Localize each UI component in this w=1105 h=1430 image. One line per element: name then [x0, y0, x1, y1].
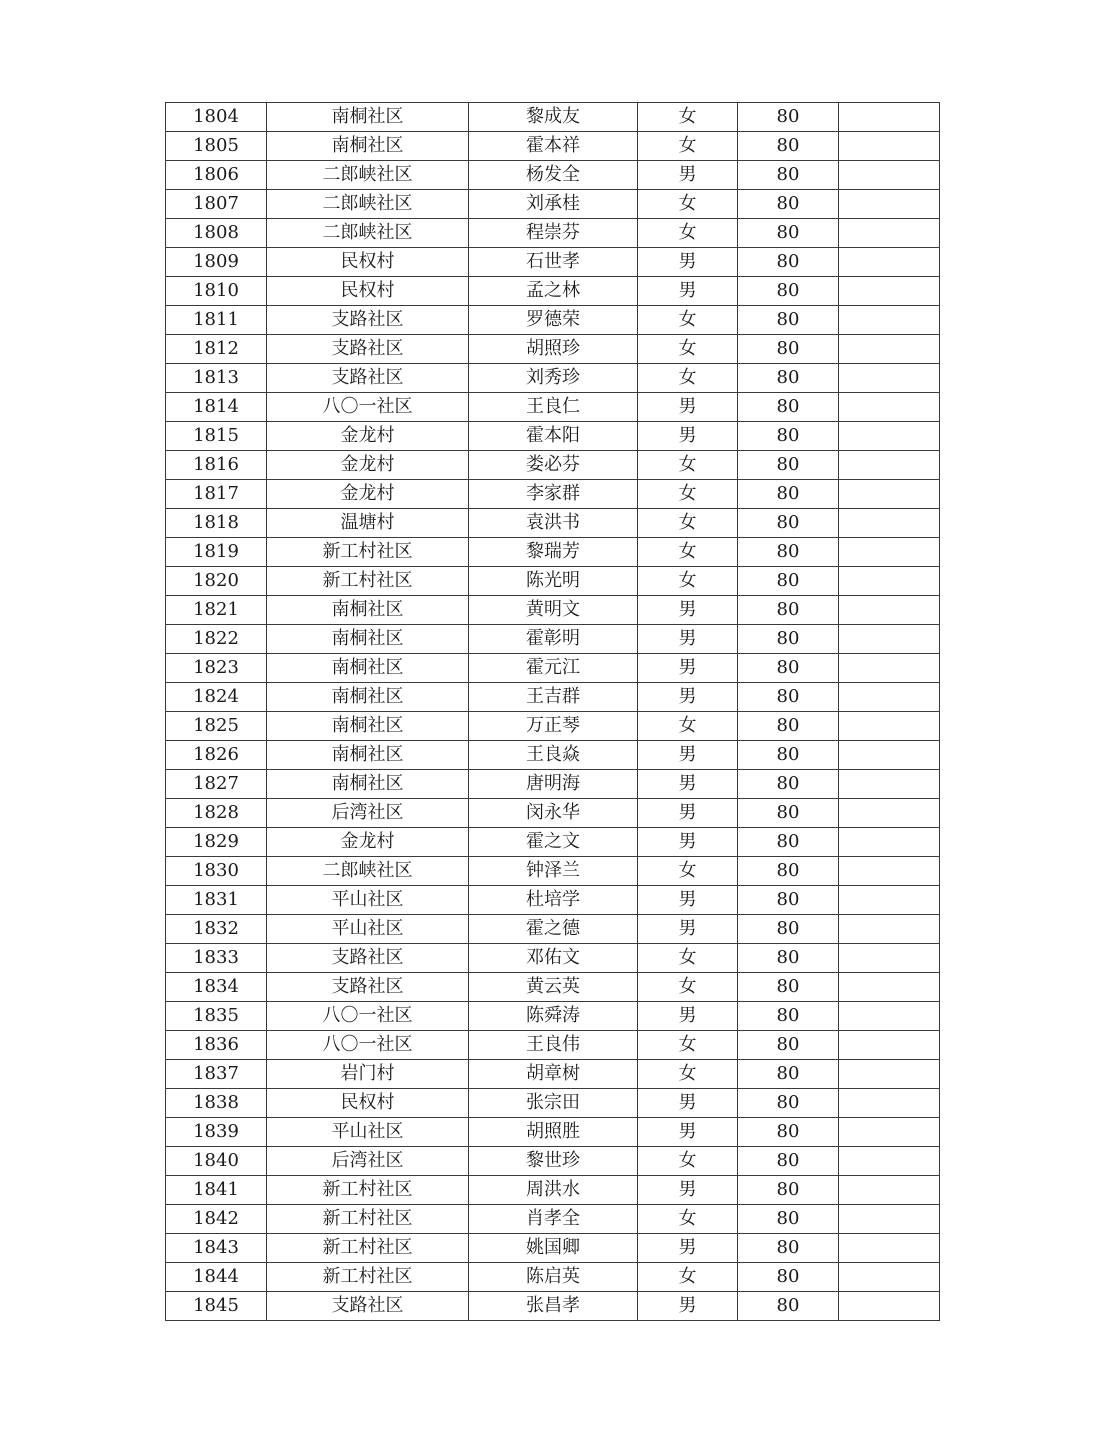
gender-cell: 女: [638, 132, 738, 161]
community-cell: 支路社区: [267, 973, 469, 1002]
note-cell: [839, 161, 940, 190]
row-number-cell: 1845: [166, 1292, 267, 1321]
table-row: [166, 828, 940, 857]
note-cell: [839, 1176, 940, 1205]
gender-cell: 女: [638, 219, 738, 248]
gender-cell: 女: [638, 509, 738, 538]
community-cell: 支路社区: [267, 1292, 469, 1321]
table-row: [166, 799, 940, 828]
table-row: [166, 248, 940, 277]
table-row: [166, 741, 940, 770]
gender-cell: 女: [638, 306, 738, 335]
community-cell: 八〇一社区: [267, 393, 469, 422]
row-number-cell: 1821: [166, 596, 267, 625]
community-cell: 南桐社区: [267, 683, 469, 712]
community-cell: 新工村社区: [267, 1205, 469, 1234]
note-cell: [839, 480, 940, 509]
community-cell: 温塘村: [267, 509, 469, 538]
age-cell: 80: [738, 1002, 839, 1031]
name-cell: 罗德荣: [469, 306, 638, 335]
gender-cell: 男: [638, 596, 738, 625]
name-cell: 万正琴: [469, 712, 638, 741]
table-row: [166, 1147, 940, 1176]
name-cell: 霍本祥: [469, 132, 638, 161]
table-row: [166, 915, 940, 944]
gender-cell: 男: [638, 683, 738, 712]
row-number-cell: 1808: [166, 219, 267, 248]
name-cell: 王良焱: [469, 741, 638, 770]
roster-table-body: [166, 103, 940, 1321]
gender-cell: 女: [638, 103, 738, 132]
note-cell: [839, 596, 940, 625]
age-cell: 80: [738, 567, 839, 596]
row-number-cell: 1825: [166, 712, 267, 741]
age-cell: 80: [738, 480, 839, 509]
age-cell: 80: [738, 741, 839, 770]
row-number-cell: 1819: [166, 538, 267, 567]
community-cell: 平山社区: [267, 915, 469, 944]
age-cell: 80: [738, 799, 839, 828]
table-row: [166, 1031, 940, 1060]
community-cell: 新工村社区: [267, 1234, 469, 1263]
table-row: [166, 190, 940, 219]
row-number-cell: 1840: [166, 1147, 267, 1176]
name-cell: 王良仁: [469, 393, 638, 422]
name-cell: 钟泽兰: [469, 857, 638, 886]
row-number-cell: 1815: [166, 422, 267, 451]
age-cell: 80: [738, 625, 839, 654]
gender-cell: 男: [638, 828, 738, 857]
name-cell: 霍彰明: [469, 625, 638, 654]
gender-cell: 男: [638, 393, 738, 422]
name-cell: 娄必芬: [469, 451, 638, 480]
row-number-cell: 1833: [166, 944, 267, 973]
community-cell: 八〇一社区: [267, 1031, 469, 1060]
note-cell: [839, 770, 940, 799]
note-cell: [839, 1031, 940, 1060]
row-number-cell: 1813: [166, 364, 267, 393]
name-cell: 胡照珍: [469, 335, 638, 364]
note-cell: [839, 277, 940, 306]
table-row: [166, 857, 940, 886]
row-number-cell: 1830: [166, 857, 267, 886]
age-cell: 80: [738, 161, 839, 190]
table-row: [166, 944, 940, 973]
row-number-cell: 1817: [166, 480, 267, 509]
community-cell: 金龙村: [267, 422, 469, 451]
name-cell: 杨发全: [469, 161, 638, 190]
age-cell: 80: [738, 277, 839, 306]
age-cell: 80: [738, 1205, 839, 1234]
name-cell: 胡章树: [469, 1060, 638, 1089]
table-row: [166, 625, 940, 654]
table-row: [166, 1060, 940, 1089]
row-number-cell: 1812: [166, 335, 267, 364]
gender-cell: 女: [638, 480, 738, 509]
note-cell: [839, 364, 940, 393]
gender-cell: 男: [638, 1234, 738, 1263]
name-cell: 闵永华: [469, 799, 638, 828]
gender-cell: 女: [638, 538, 738, 567]
row-number-cell: 1841: [166, 1176, 267, 1205]
name-cell: 陈启英: [469, 1263, 638, 1292]
gender-cell: 男: [638, 248, 738, 277]
age-cell: 80: [738, 973, 839, 1002]
name-cell: 刘秀珍: [469, 364, 638, 393]
name-cell: 王良伟: [469, 1031, 638, 1060]
community-cell: 南桐社区: [267, 103, 469, 132]
table-row: [166, 886, 940, 915]
gender-cell: 女: [638, 1147, 738, 1176]
community-cell: 平山社区: [267, 886, 469, 915]
age-cell: 80: [738, 422, 839, 451]
age-cell: 80: [738, 335, 839, 364]
note-cell: [839, 103, 940, 132]
row-number-cell: 1820: [166, 567, 267, 596]
note-cell: [839, 219, 940, 248]
community-cell: 新工村社区: [267, 1263, 469, 1292]
note-cell: [839, 422, 940, 451]
name-cell: 张昌孝: [469, 1292, 638, 1321]
community-cell: 平山社区: [267, 1118, 469, 1147]
table-row: [166, 335, 940, 364]
age-cell: 80: [738, 886, 839, 915]
row-number-cell: 1834: [166, 973, 267, 1002]
community-cell: 新工村社区: [267, 567, 469, 596]
table-row: [166, 1089, 940, 1118]
age-cell: 80: [738, 364, 839, 393]
row-number-cell: 1824: [166, 683, 267, 712]
age-cell: 80: [738, 1031, 839, 1060]
gender-cell: 女: [638, 1060, 738, 1089]
table-row: [166, 509, 940, 538]
name-cell: 黎世珍: [469, 1147, 638, 1176]
note-cell: [839, 306, 940, 335]
table-row: [166, 567, 940, 596]
name-cell: 陈舜涛: [469, 1002, 638, 1031]
row-number-cell: 1810: [166, 277, 267, 306]
gender-cell: 男: [638, 1176, 738, 1205]
community-cell: 金龙村: [267, 451, 469, 480]
row-number-cell: 1807: [166, 190, 267, 219]
community-cell: 南桐社区: [267, 625, 469, 654]
age-cell: 80: [738, 509, 839, 538]
table-row: [166, 219, 940, 248]
community-cell: 金龙村: [267, 480, 469, 509]
community-cell: 南桐社区: [267, 596, 469, 625]
age-cell: 80: [738, 828, 839, 857]
row-number-cell: 1811: [166, 306, 267, 335]
gender-cell: 男: [638, 886, 738, 915]
age-cell: 80: [738, 654, 839, 683]
age-cell: 80: [738, 219, 839, 248]
name-cell: 孟之林: [469, 277, 638, 306]
name-cell: 刘承桂: [469, 190, 638, 219]
gender-cell: 女: [638, 712, 738, 741]
community-cell: 金龙村: [267, 828, 469, 857]
age-cell: 80: [738, 1118, 839, 1147]
name-cell: 姚国卿: [469, 1234, 638, 1263]
note-cell: [839, 1147, 940, 1176]
row-number-cell: 1826: [166, 741, 267, 770]
note-cell: [839, 335, 940, 364]
table-row: [166, 306, 940, 335]
note-cell: [839, 828, 940, 857]
row-number-cell: 1835: [166, 1002, 267, 1031]
gender-cell: 男: [638, 741, 738, 770]
name-cell: 陈光明: [469, 567, 638, 596]
note-cell: [839, 625, 940, 654]
community-cell: 岩门村: [267, 1060, 469, 1089]
age-cell: 80: [738, 393, 839, 422]
age-cell: 80: [738, 596, 839, 625]
gender-cell: 女: [638, 944, 738, 973]
name-cell: 程崇芬: [469, 219, 638, 248]
row-number-cell: 1828: [166, 799, 267, 828]
community-cell: 民权村: [267, 1089, 469, 1118]
name-cell: 肖孝全: [469, 1205, 638, 1234]
age-cell: 80: [738, 944, 839, 973]
gender-cell: 男: [638, 1002, 738, 1031]
age-cell: 80: [738, 1263, 839, 1292]
gender-cell: 女: [638, 857, 738, 886]
gender-cell: 女: [638, 1031, 738, 1060]
row-number-cell: 1838: [166, 1089, 267, 1118]
gender-cell: 男: [638, 422, 738, 451]
table-row: [166, 277, 940, 306]
gender-cell: 女: [638, 190, 738, 219]
note-cell: [839, 509, 940, 538]
age-cell: 80: [738, 451, 839, 480]
roster-table: [165, 102, 940, 1321]
note-cell: [839, 190, 940, 219]
note-cell: [839, 654, 940, 683]
gender-cell: 女: [638, 1263, 738, 1292]
row-number-cell: 1814: [166, 393, 267, 422]
row-number-cell: 1805: [166, 132, 267, 161]
table-row: [166, 103, 940, 132]
name-cell: 袁洪书: [469, 509, 638, 538]
row-number-cell: 1804: [166, 103, 267, 132]
note-cell: [839, 1089, 940, 1118]
gender-cell: 男: [638, 1089, 738, 1118]
age-cell: 80: [738, 1060, 839, 1089]
name-cell: 霍之文: [469, 828, 638, 857]
note-cell: [839, 1205, 940, 1234]
table-row: [166, 770, 940, 799]
table-row: [166, 1176, 940, 1205]
table-row: [166, 451, 940, 480]
community-cell: 新工村社区: [267, 538, 469, 567]
row-number-cell: 1842: [166, 1205, 267, 1234]
age-cell: 80: [738, 190, 839, 219]
name-cell: 张宗田: [469, 1089, 638, 1118]
gender-cell: 男: [638, 799, 738, 828]
table-row: [166, 364, 940, 393]
table-row: [166, 1292, 940, 1321]
community-cell: 民权村: [267, 277, 469, 306]
age-cell: 80: [738, 306, 839, 335]
note-cell: [839, 1002, 940, 1031]
row-number-cell: 1829: [166, 828, 267, 857]
name-cell: 霍元江: [469, 654, 638, 683]
age-cell: 80: [738, 1292, 839, 1321]
community-cell: 南桐社区: [267, 654, 469, 683]
community-cell: 南桐社区: [267, 741, 469, 770]
gender-cell: 女: [638, 451, 738, 480]
table-row: [166, 683, 940, 712]
row-number-cell: 1823: [166, 654, 267, 683]
row-number-cell: 1843: [166, 1234, 267, 1263]
gender-cell: 男: [638, 625, 738, 654]
age-cell: 80: [738, 1147, 839, 1176]
table-row: [166, 538, 940, 567]
name-cell: 黎瑞芳: [469, 538, 638, 567]
row-number-cell: 1839: [166, 1118, 267, 1147]
row-number-cell: 1836: [166, 1031, 267, 1060]
row-number-cell: 1818: [166, 509, 267, 538]
note-cell: [839, 683, 940, 712]
community-cell: 后湾社区: [267, 799, 469, 828]
community-cell: 后湾社区: [267, 1147, 469, 1176]
age-cell: 80: [738, 103, 839, 132]
note-cell: [839, 248, 940, 277]
note-cell: [839, 538, 940, 567]
table-row: [166, 1205, 940, 1234]
name-cell: 杜培学: [469, 886, 638, 915]
note-cell: [839, 1060, 940, 1089]
name-cell: 王吉群: [469, 683, 638, 712]
gender-cell: 男: [638, 1118, 738, 1147]
age-cell: 80: [738, 712, 839, 741]
gender-cell: 男: [638, 277, 738, 306]
note-cell: [839, 712, 940, 741]
age-cell: 80: [738, 1176, 839, 1205]
row-number-cell: 1832: [166, 915, 267, 944]
name-cell: 黄明文: [469, 596, 638, 625]
name-cell: 石世孝: [469, 248, 638, 277]
gender-cell: 男: [638, 915, 738, 944]
note-cell: [839, 1292, 940, 1321]
table-row: [166, 712, 940, 741]
table-row: [166, 1002, 940, 1031]
age-cell: 80: [738, 915, 839, 944]
age-cell: 80: [738, 248, 839, 277]
note-cell: [839, 451, 940, 480]
gender-cell: 女: [638, 364, 738, 393]
gender-cell: 男: [638, 770, 738, 799]
table-row: [166, 161, 940, 190]
name-cell: 黄云英: [469, 973, 638, 1002]
name-cell: 霍之德: [469, 915, 638, 944]
age-cell: 80: [738, 770, 839, 799]
age-cell: 80: [738, 1234, 839, 1263]
gender-cell: 女: [638, 1205, 738, 1234]
row-number-cell: 1806: [166, 161, 267, 190]
name-cell: 周洪水: [469, 1176, 638, 1205]
note-cell: [839, 915, 940, 944]
row-number-cell: 1822: [166, 625, 267, 654]
note-cell: [839, 799, 940, 828]
row-number-cell: 1837: [166, 1060, 267, 1089]
gender-cell: 男: [638, 654, 738, 683]
community-cell: 二郎峡社区: [267, 219, 469, 248]
age-cell: 80: [738, 857, 839, 886]
community-cell: 支路社区: [267, 944, 469, 973]
table-row: [166, 973, 940, 1002]
table-row: [166, 654, 940, 683]
note-cell: [839, 393, 940, 422]
community-cell: 南桐社区: [267, 132, 469, 161]
community-cell: 民权村: [267, 248, 469, 277]
name-cell: 邓佑文: [469, 944, 638, 973]
note-cell: [839, 132, 940, 161]
community-cell: 支路社区: [267, 364, 469, 393]
row-number-cell: 1827: [166, 770, 267, 799]
community-cell: 南桐社区: [267, 712, 469, 741]
age-cell: 80: [738, 683, 839, 712]
community-cell: 南桐社区: [267, 770, 469, 799]
name-cell: 唐明海: [469, 770, 638, 799]
row-number-cell: 1831: [166, 886, 267, 915]
note-cell: [839, 1234, 940, 1263]
name-cell: 黎成友: [469, 103, 638, 132]
table-row: [166, 480, 940, 509]
age-cell: 80: [738, 132, 839, 161]
age-cell: 80: [738, 538, 839, 567]
row-number-cell: 1816: [166, 451, 267, 480]
note-cell: [839, 973, 940, 1002]
age-cell: 80: [738, 1089, 839, 1118]
community-cell: 新工村社区: [267, 1176, 469, 1205]
gender-cell: 男: [638, 161, 738, 190]
gender-cell: 女: [638, 335, 738, 364]
table-row: [166, 1118, 940, 1147]
table-row: [166, 1234, 940, 1263]
gender-cell: 女: [638, 567, 738, 596]
community-cell: 支路社区: [267, 306, 469, 335]
note-cell: [839, 886, 940, 915]
table-row: [166, 1263, 940, 1292]
note-cell: [839, 857, 940, 886]
note-cell: [839, 1118, 940, 1147]
table-row: [166, 422, 940, 451]
note-cell: [839, 567, 940, 596]
table-row: [166, 132, 940, 161]
gender-cell: 男: [638, 1292, 738, 1321]
table-row: [166, 596, 940, 625]
row-number-cell: 1844: [166, 1263, 267, 1292]
table-row: [166, 393, 940, 422]
name-cell: 胡照胜: [469, 1118, 638, 1147]
note-cell: [839, 741, 940, 770]
name-cell: 李家群: [469, 480, 638, 509]
note-cell: [839, 944, 940, 973]
name-cell: 霍本阳: [469, 422, 638, 451]
community-cell: 二郎峡社区: [267, 857, 469, 886]
row-number-cell: 1809: [166, 248, 267, 277]
gender-cell: 女: [638, 973, 738, 1002]
community-cell: 八〇一社区: [267, 1002, 469, 1031]
community-cell: 二郎峡社区: [267, 190, 469, 219]
community-cell: 支路社区: [267, 335, 469, 364]
note-cell: [839, 1263, 940, 1292]
community-cell: 二郎峡社区: [267, 161, 469, 190]
